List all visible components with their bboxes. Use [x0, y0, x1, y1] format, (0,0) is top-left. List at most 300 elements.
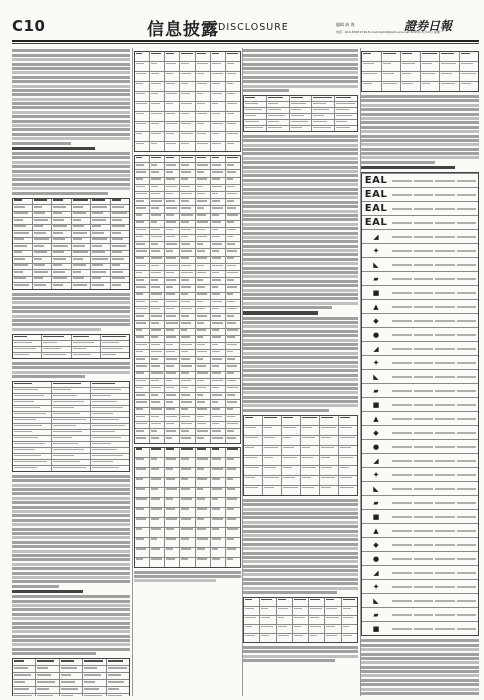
- table-cell: [435, 586, 455, 588]
- table-cell: [210, 214, 225, 220]
- table-cell: [13, 412, 51, 417]
- table-cell: [414, 600, 434, 602]
- table-cell: [90, 218, 110, 224]
- table-cell: [179, 185, 194, 191]
- table-cell: [414, 544, 434, 546]
- table-cell: [244, 96, 266, 101]
- table-cell: [225, 206, 240, 212]
- table-cell: [135, 185, 149, 191]
- table-row: [135, 392, 240, 399]
- table-cell: [392, 502, 412, 504]
- column-1: [12, 48, 130, 696]
- table-cell: [71, 353, 100, 358]
- table-cell: [225, 72, 240, 81]
- table-cell: [100, 335, 129, 340]
- table-cell: [149, 264, 164, 270]
- table-cell: [135, 242, 149, 248]
- table-row: [362, 81, 478, 91]
- table-cell: [210, 102, 225, 111]
- table-row: [135, 71, 240, 81]
- text-line: [243, 174, 358, 177]
- table-cell: [195, 214, 210, 220]
- table-cell: [225, 558, 240, 567]
- text-line: [12, 558, 130, 561]
- text-line: [243, 334, 358, 337]
- table-cell: [324, 598, 340, 606]
- table-cell: [32, 218, 52, 224]
- text-line: [361, 648, 479, 651]
- table-cell: [435, 278, 455, 280]
- table-cell: [195, 132, 210, 141]
- section-heading: [243, 311, 318, 315]
- table-cell: [164, 379, 179, 385]
- table-cell: [179, 538, 194, 547]
- table-cell: [135, 329, 149, 335]
- text-line: [243, 280, 358, 283]
- table-cell: [71, 218, 91, 224]
- text-line: [243, 404, 358, 407]
- text-line: [12, 523, 130, 526]
- table-cell: [276, 625, 292, 633]
- table-cell: [225, 271, 240, 277]
- table-cell: [225, 82, 240, 91]
- text-line: [361, 639, 479, 642]
- table-cell: [149, 548, 164, 557]
- table-cell: [210, 518, 225, 527]
- table-row: [135, 487, 240, 497]
- table-cell: [149, 285, 164, 291]
- table-row: [135, 356, 240, 363]
- table-cell: [164, 185, 179, 191]
- table-cell: [338, 466, 357, 475]
- text-line: [243, 297, 358, 300]
- table-cell: [457, 404, 477, 406]
- table-cell: [392, 516, 412, 518]
- text-line: [243, 183, 358, 186]
- table-cell: [457, 390, 477, 392]
- table-cell: [71, 347, 100, 352]
- table-cell: [308, 634, 324, 642]
- trademark-row: [362, 411, 478, 425]
- table-cell: [195, 558, 210, 567]
- text-line: [361, 117, 479, 120]
- table-cell: [59, 666, 82, 672]
- table-cell: [135, 528, 149, 537]
- table-row: [13, 204, 129, 211]
- table-cell: [414, 586, 434, 588]
- text-line: [243, 196, 358, 199]
- text-line: [243, 89, 289, 92]
- data-table: [12, 658, 130, 696]
- table-cell: [82, 680, 105, 686]
- table-cell: [334, 120, 357, 125]
- table-cell: [210, 62, 225, 71]
- text-line: [243, 573, 358, 576]
- table-cell: [90, 264, 110, 270]
- table-cell: [195, 343, 210, 349]
- table-cell: [149, 468, 164, 477]
- table-cell: [210, 408, 225, 414]
- table-cell: [13, 680, 35, 686]
- table-cell: [90, 388, 129, 393]
- table-cell: [149, 228, 164, 234]
- text-line: [243, 503, 358, 506]
- table-cell: [457, 264, 477, 266]
- text-line: [243, 214, 358, 217]
- table-row: [13, 387, 129, 393]
- table-cell: [149, 350, 164, 356]
- text-line: [243, 538, 358, 541]
- table-cell: [225, 142, 240, 151]
- table-cell: [225, 314, 240, 320]
- table-row: [13, 211, 129, 218]
- table-cell: [179, 478, 194, 487]
- table-row: [135, 399, 240, 406]
- table-cell: [392, 572, 412, 574]
- table-cell: [164, 458, 179, 467]
- table-cell: [381, 52, 401, 61]
- text-line: [243, 284, 358, 287]
- table-cell: [13, 659, 35, 665]
- table-row: [135, 256, 240, 263]
- table-cell: [262, 456, 281, 465]
- text-line: [361, 121, 479, 124]
- table-cell: [210, 508, 225, 517]
- table-row: [244, 435, 357, 445]
- table-cell: [195, 206, 210, 212]
- text-line: [243, 139, 358, 142]
- table-cell: [292, 607, 308, 615]
- table-cell: [195, 271, 210, 277]
- table-row: [135, 313, 240, 320]
- table-cell: [195, 72, 210, 81]
- trademark-row: [362, 327, 478, 341]
- text-line: [243, 325, 358, 328]
- data-table: [243, 95, 358, 132]
- text-line: [12, 648, 130, 651]
- text-line: [12, 375, 85, 378]
- table-cell: [164, 264, 179, 270]
- text-line: [12, 475, 130, 478]
- table-row: [244, 598, 357, 606]
- table-row: [135, 184, 240, 191]
- table-row: [13, 224, 129, 231]
- table-cell: [435, 516, 455, 518]
- table-cell: [90, 448, 129, 453]
- table-cell: [244, 416, 262, 425]
- table-cell: [334, 126, 357, 131]
- table-cell: [210, 293, 225, 299]
- section-heading: [12, 590, 83, 594]
- table-cell: [392, 474, 412, 476]
- table-cell: [149, 329, 164, 335]
- table-cell: [164, 393, 179, 399]
- text-line: [361, 104, 479, 107]
- table-cell: [149, 422, 164, 428]
- text-line: [243, 161, 358, 164]
- page-number: C10: [12, 17, 46, 35]
- text-line: [12, 626, 130, 629]
- table-cell: [41, 341, 70, 346]
- text-line: [361, 99, 479, 102]
- table-row: [13, 243, 129, 250]
- table-row: [13, 263, 129, 270]
- text-line: [243, 321, 358, 324]
- table-cell: [435, 558, 455, 560]
- table-cell: [457, 586, 477, 588]
- table-cell: [259, 598, 275, 606]
- text-line: [243, 218, 358, 221]
- table-cell: [110, 277, 130, 283]
- table-row: [244, 445, 357, 455]
- table-cell: [90, 283, 110, 289]
- table-cell: [164, 242, 179, 248]
- table-cell: [210, 300, 225, 306]
- trademark-icon: ■: [372, 512, 380, 522]
- table-cell: [164, 408, 179, 414]
- table-cell: [195, 285, 210, 291]
- table-cell: [266, 102, 289, 107]
- table-cell: [319, 436, 338, 445]
- table-row: [135, 234, 240, 241]
- table-cell: [149, 242, 164, 248]
- text-line: [243, 71, 358, 74]
- table-row: [135, 81, 240, 91]
- table-cell: [225, 379, 240, 385]
- table-cell: [179, 307, 194, 313]
- table-cell: [179, 199, 194, 205]
- table-row: [13, 423, 129, 429]
- table-cell: [210, 314, 225, 320]
- table-cell: [179, 329, 194, 335]
- table-cell: [90, 424, 129, 429]
- table-cell: [414, 306, 434, 308]
- table-cell: [225, 293, 240, 299]
- table-cell: [195, 278, 210, 284]
- table-cell: [210, 350, 225, 356]
- table-cell: [149, 163, 164, 169]
- table-cell: [210, 235, 225, 241]
- table-cell: [13, 270, 32, 276]
- text-line: [12, 54, 130, 57]
- table-cell: [244, 114, 266, 119]
- table-cell: [179, 357, 194, 363]
- table-cell: [13, 424, 51, 429]
- table-cell: [457, 516, 477, 518]
- table-cell: [435, 488, 455, 490]
- trademark-row: [362, 313, 478, 327]
- table-cell: [392, 320, 412, 322]
- table-cell: [164, 170, 179, 176]
- table-cell: [392, 362, 412, 364]
- table-row: [135, 101, 240, 111]
- table-cell: [13, 466, 51, 471]
- text-line: [243, 396, 358, 399]
- text-line: [12, 98, 130, 101]
- table-cell: [414, 614, 434, 616]
- table-row: [135, 537, 240, 547]
- table-cell: [135, 538, 149, 547]
- text-line: [12, 600, 130, 603]
- text-line: [243, 227, 358, 230]
- table-cell: [32, 257, 52, 263]
- text-line: [12, 484, 130, 487]
- table-cell: [13, 460, 51, 465]
- table-cell: [90, 400, 129, 405]
- text-line: [12, 67, 130, 70]
- table-cell: [51, 244, 71, 250]
- trademark-row: [362, 299, 478, 313]
- text-line: [12, 156, 130, 159]
- table-cell: [435, 614, 455, 616]
- table-cell: [164, 518, 179, 527]
- trademark-row: [362, 201, 478, 215]
- table-cell: [195, 264, 210, 270]
- table-cell: [195, 235, 210, 241]
- trademark-row: [362, 397, 478, 411]
- column-3: [243, 48, 358, 696]
- text-line: [243, 267, 358, 270]
- table-cell: [289, 96, 312, 101]
- table-cell: [392, 488, 412, 490]
- table-cell: [210, 142, 225, 151]
- text-line: [243, 80, 358, 83]
- text-line: [12, 76, 130, 79]
- table-cell: [225, 364, 240, 370]
- table-cell: [100, 347, 129, 352]
- text-line: [243, 347, 358, 350]
- table-cell: [210, 357, 225, 363]
- text-line: [243, 152, 358, 155]
- table-row: [135, 378, 240, 385]
- table-cell: [210, 307, 225, 313]
- table-cell: [435, 460, 455, 462]
- table-cell: [164, 178, 179, 184]
- text-line: [243, 339, 358, 342]
- table-cell: [381, 82, 401, 91]
- table-cell: [164, 558, 179, 567]
- table-row: [135, 457, 240, 467]
- text-line: [243, 330, 358, 333]
- table-row: [244, 606, 357, 615]
- trademark-logo: EAL: [364, 203, 388, 215]
- table-row: [13, 447, 129, 453]
- text-line: [243, 188, 358, 191]
- table-cell: [414, 446, 434, 448]
- table-cell: [32, 199, 52, 205]
- text-line: [243, 578, 358, 581]
- table-cell: [13, 283, 32, 289]
- table-cell: [392, 306, 412, 308]
- table-cell: [362, 82, 381, 91]
- table-cell: [225, 415, 240, 421]
- table-cell: [135, 156, 149, 162]
- text-line: [12, 532, 130, 535]
- table-cell: [311, 126, 334, 131]
- table-row: [135, 292, 240, 299]
- table-cell: [164, 132, 179, 141]
- table-cell: [71, 251, 91, 257]
- table-row: [135, 371, 240, 378]
- table-row: [135, 517, 240, 527]
- table-cell: [149, 314, 164, 320]
- table-row: [244, 96, 357, 101]
- table-cell: [179, 548, 194, 557]
- table-cell: [225, 400, 240, 406]
- text-line: [12, 550, 130, 553]
- table-cell: [225, 112, 240, 121]
- table-cell: [149, 199, 164, 205]
- table-cell: [51, 436, 90, 441]
- text-line: [361, 113, 479, 116]
- table-cell: [414, 460, 434, 462]
- table-cell: [179, 214, 194, 220]
- table-cell: [420, 62, 440, 71]
- table-cell: [71, 283, 91, 289]
- table-cell: [414, 180, 434, 182]
- text-line: [12, 514, 130, 517]
- text-line: [12, 63, 130, 66]
- table-cell: [51, 454, 90, 459]
- table-row: [244, 101, 357, 107]
- table-cell: [164, 448, 179, 457]
- table-cell: [338, 476, 357, 485]
- table-cell: [338, 486, 357, 495]
- text-line: [243, 365, 358, 368]
- table-cell: [414, 320, 434, 322]
- table-cell: [110, 212, 130, 218]
- table-cell: [244, 102, 266, 107]
- table-cell: [164, 548, 179, 557]
- text-line: [243, 205, 358, 208]
- table-cell: [457, 208, 477, 210]
- table-cell: [164, 343, 179, 349]
- table-cell: [435, 292, 455, 294]
- table-cell: [210, 271, 225, 277]
- table-cell: [225, 488, 240, 497]
- text-line: [361, 135, 479, 138]
- table-cell: [90, 251, 110, 257]
- table-cell: [59, 659, 82, 665]
- table-cell: [179, 192, 194, 198]
- table-cell: [459, 52, 479, 61]
- table-cell: [414, 292, 434, 294]
- table-cell: [210, 82, 225, 91]
- table-cell: [51, 430, 90, 435]
- table-cell: [457, 558, 477, 560]
- trademark-icon: ▰: [373, 386, 379, 396]
- table-cell: [179, 415, 194, 421]
- table-cell: [392, 614, 412, 616]
- table-cell: [281, 456, 300, 465]
- table-cell: [244, 456, 262, 465]
- text-line: [361, 156, 479, 159]
- table-cell: [210, 321, 225, 327]
- table-row: [13, 672, 129, 679]
- trademark-row: [362, 229, 478, 243]
- table-cell: [457, 180, 477, 182]
- table-cell: [341, 607, 357, 615]
- table-cell: [149, 62, 164, 71]
- table-cell: [149, 257, 164, 263]
- table-cell: [135, 321, 149, 327]
- table-cell: [135, 112, 149, 121]
- text-line: [361, 644, 479, 647]
- table-cell: [179, 170, 194, 176]
- table-cell: [164, 278, 179, 284]
- table-cell: [179, 321, 194, 327]
- table-cell: [319, 446, 338, 455]
